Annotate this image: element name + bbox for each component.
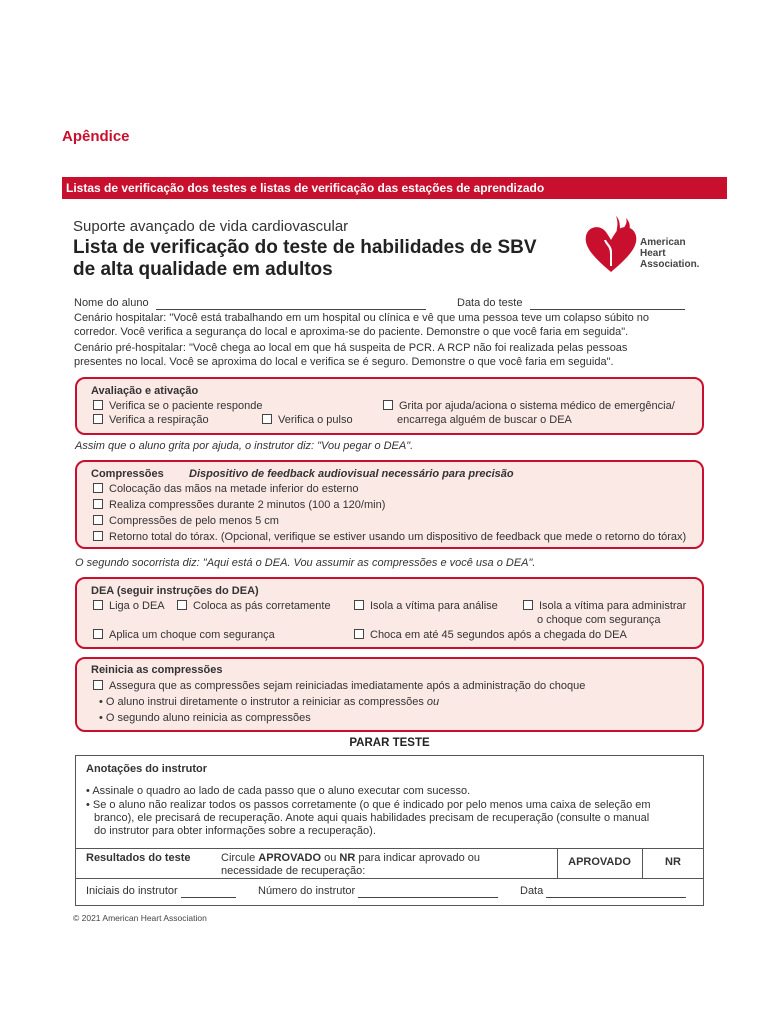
pass-option[interactable]: APROVADO — [568, 856, 631, 868]
checkbox-icon[interactable] — [177, 600, 187, 610]
item-label: Compressões de pelo menos 5 cm — [109, 515, 279, 527]
item-label: Grita por ajuda/aciona o sistema médico de emergência/ — [399, 400, 675, 412]
stop-test-label: PARAR TESTE — [349, 737, 430, 749]
item-label: Aplica um choque com segurança — [109, 629, 275, 641]
logo-line-1: American — [640, 237, 686, 248]
item-label: Realiza compressões durante 2 minutos (100 a 120/min) — [109, 499, 386, 511]
date-label: Data — [520, 885, 544, 897]
aed-section — [75, 577, 704, 649]
compressions-title: Compressões — [91, 468, 164, 480]
assessment-section — [75, 377, 704, 435]
sub-bullet-text: O aluno instrui diretamente o instrutor a reiniciar as compressões — [105, 696, 424, 708]
instr-text: ou — [321, 852, 340, 864]
item-label: Assegura que as compressões sejam reiniciadas imediatamente após a administração do choque — [109, 680, 586, 692]
divider — [76, 848, 703, 849]
title-line-2: de alta qualidade em adultos — [73, 259, 333, 280]
checkbox-icon[interactable] — [262, 414, 272, 424]
checklist-item[interactable] — [93, 531, 686, 543]
checkbox-icon[interactable] — [93, 400, 103, 410]
logo-line-3: Association. — [640, 259, 700, 270]
item-label: Verifica se o paciente responde — [109, 400, 263, 412]
results-instruction — [221, 852, 480, 878]
sub-bullet-text: O segundo aluno reinicia as compressões — [105, 712, 311, 724]
appendix-heading: Apêndice — [62, 128, 130, 145]
checkbox-icon[interactable] — [93, 414, 103, 424]
checklist-item[interactable] — [93, 483, 358, 495]
checklist-item[interactable] — [262, 414, 353, 426]
item-label: Coloca as pás corretamente — [193, 600, 331, 612]
copyright: © 2021 American Heart Association — [73, 913, 207, 923]
hospital-scenario-line-2: corredor. Você verifica a segurança do local e aproxima-se do paciente. Demonstre o que você faria em seguida". — [74, 326, 629, 338]
checkbox-icon[interactable] — [93, 531, 103, 541]
number-label: Número do instrutor — [258, 885, 356, 897]
checkbox-icon[interactable] — [383, 400, 393, 410]
item-label: Liga o DEA — [109, 600, 165, 612]
notes-bullet-text: branco), ele precisará de recuperação. Anote aqui quais habilidades precisam de recuperação (consulte o manual — [94, 812, 650, 824]
checklist-item[interactable] — [93, 680, 585, 692]
checkbox-icon[interactable] — [93, 499, 103, 509]
checkbox-icon[interactable] — [93, 515, 103, 525]
section-banner: Listas de verificação dos testes e listas de verificação das estações de aprendizado — [62, 177, 727, 199]
logo-line-2: Heart — [640, 248, 666, 259]
checklist-item[interactable] — [177, 600, 331, 612]
checkbox-icon[interactable] — [523, 600, 533, 610]
student-name-label: Nome do aluno — [74, 297, 149, 309]
item-label: Isola a vítima para análise — [370, 600, 498, 612]
instr-text: para indicar aprovado ou — [355, 852, 481, 864]
instructor-cue-2: O segundo socorrista diz: "Aqui está o DEA. Vou assumir as compressões e você usa o DEA". — [75, 557, 536, 569]
nr-word: NR — [339, 852, 356, 864]
initials-line[interactable] — [181, 896, 236, 898]
checklist-item[interactable] — [93, 414, 209, 426]
checklist-item[interactable] — [93, 600, 165, 612]
item-label-continued: o choque com segurança — [537, 614, 661, 626]
or-word: ou — [426, 696, 440, 708]
number-line[interactable] — [358, 896, 498, 898]
checkbox-icon[interactable] — [93, 483, 103, 493]
prehospital-scenario-line-2: presentes no local. Você se aproxima do local e verifica se é seguro. Demonstre o que você faria em seguida". — [74, 356, 614, 368]
course-subtitle: Suporte avançado de vida cardiovascular — [73, 218, 349, 235]
notes-bullet-text: Assinale o quadro ao lado de cada passo que o aluno executar com sucesso. — [92, 785, 471, 797]
item-label: Retorno total do tórax. (Opcional, verifique se estiver usando um dispositivo de feedback que mede o retorno do tórax) — [109, 531, 687, 543]
instructor-cue-1: Assim que o aluno grita por ajuda, o instrutor diz: "Vou pegar o DEA". — [75, 440, 414, 452]
compressions-section — [75, 460, 704, 549]
checklist-item[interactable] — [383, 400, 675, 412]
item-label: Verifica a respiração — [109, 414, 209, 426]
notes-bullet-text: Se o aluno não realizar todos os passos corretamente (o que é indicado por pelo menos uma caixa de seleção em — [92, 799, 651, 811]
hospital-scenario — [74, 311, 714, 339]
notes-title: Anotações do instrutor — [86, 763, 208, 775]
initials-label: Iniciais do instrutor — [86, 885, 178, 897]
prehospital-scenario-line-1: Cenário pré-hospitalar: "Você chega ao local em que há suspeita de PCR. A RCP não foi realizada pelas pessoas — [74, 342, 628, 354]
pass-word: APROVADO — [258, 852, 322, 864]
checkbox-icon[interactable] — [93, 600, 103, 610]
assessment-title: Avaliação e ativação — [91, 385, 199, 397]
checklist-item[interactable] — [354, 629, 627, 641]
checkbox-icon[interactable] — [93, 629, 103, 639]
checklist-item[interactable] — [523, 600, 686, 612]
checklist-item[interactable] — [354, 600, 498, 612]
date-line[interactable] — [546, 896, 686, 898]
date-field[interactable] — [520, 885, 686, 898]
checklist-item[interactable] — [93, 400, 263, 412]
compressions-note: Dispositivo de feedback audiovisual necessário para precisão — [189, 468, 514, 480]
checkbox-icon[interactable] — [354, 629, 364, 639]
notes-bullet-text: do instrutor para obter informações sobre a recuperação). — [94, 825, 376, 837]
test-date-field[interactable] — [457, 296, 685, 310]
student-name-field[interactable] — [74, 296, 426, 310]
instr-text-line-2: necessidade de recuperação: — [221, 865, 366, 877]
student-name-line[interactable] — [156, 308, 426, 310]
item-label: Isola a vítima para administrar — [539, 600, 687, 612]
checklist-title — [73, 237, 553, 281]
notes-bullet-1: • Assinale o quadro ao lado de cada passo que o aluno executar com sucesso. — [86, 785, 471, 797]
hospital-scenario-line-1: Cenário hospitalar: "Você está trabalhando em um hospital ou clínica e vê que uma pessoa teve um colapso súbito no — [74, 312, 650, 324]
checklist-item[interactable] — [93, 629, 275, 641]
instructor-notes-table — [75, 755, 704, 906]
resume-title: Reinicia as compressões — [91, 664, 223, 676]
test-date-label: Data do teste — [457, 297, 523, 309]
checklist-item[interactable] — [93, 499, 385, 511]
title-line-1: Lista de verificação do teste de habilidades de SBV — [73, 237, 537, 258]
results-label: Resultados do teste — [86, 852, 191, 864]
sub-bullet: • O aluno instrui diretamente o instrutor a reiniciar as compressões ou — [99, 696, 440, 708]
checklist-item[interactable] — [93, 515, 279, 527]
aha-logo-text — [640, 237, 699, 270]
item-label: Choca em até 45 segundos após a chegada do DEA — [370, 629, 627, 641]
aed-title: DEA (seguir instruções do DEA) — [91, 585, 259, 597]
item-label-continued: encarrega alguém de buscar o DEA — [397, 414, 572, 426]
sub-bullet: • O segundo aluno reinicia as compressões — [99, 712, 311, 724]
prehospital-scenario — [74, 341, 714, 369]
nr-option[interactable]: NR — [665, 856, 681, 868]
item-label: Colocação das mãos na metade inferior do esterno — [109, 483, 359, 495]
instructor-number-field[interactable] — [258, 885, 498, 898]
test-date-line[interactable] — [530, 308, 685, 310]
resume-compressions-section — [75, 657, 704, 732]
checkbox-icon[interactable] — [354, 600, 364, 610]
instructor-initials-field[interactable] — [86, 885, 236, 898]
checkbox-icon[interactable] — [93, 680, 103, 690]
instr-text: Circule — [221, 852, 259, 864]
divider — [76, 878, 703, 879]
notes-bullet-2: • Se o aluno não realizar todos os passos corretamente (o que é indicado por pelo menos uma caixa de seleção em branco), ele precisará de recuperação. Anote aqui quais habilidades precisam de recuperação (consulte o manual do instrutor para obter informações sobre a recuperação). — [86, 799, 651, 837]
item-label: Verifica o pulso — [278, 414, 353, 426]
aha-heart-logo-icon — [582, 212, 640, 276]
